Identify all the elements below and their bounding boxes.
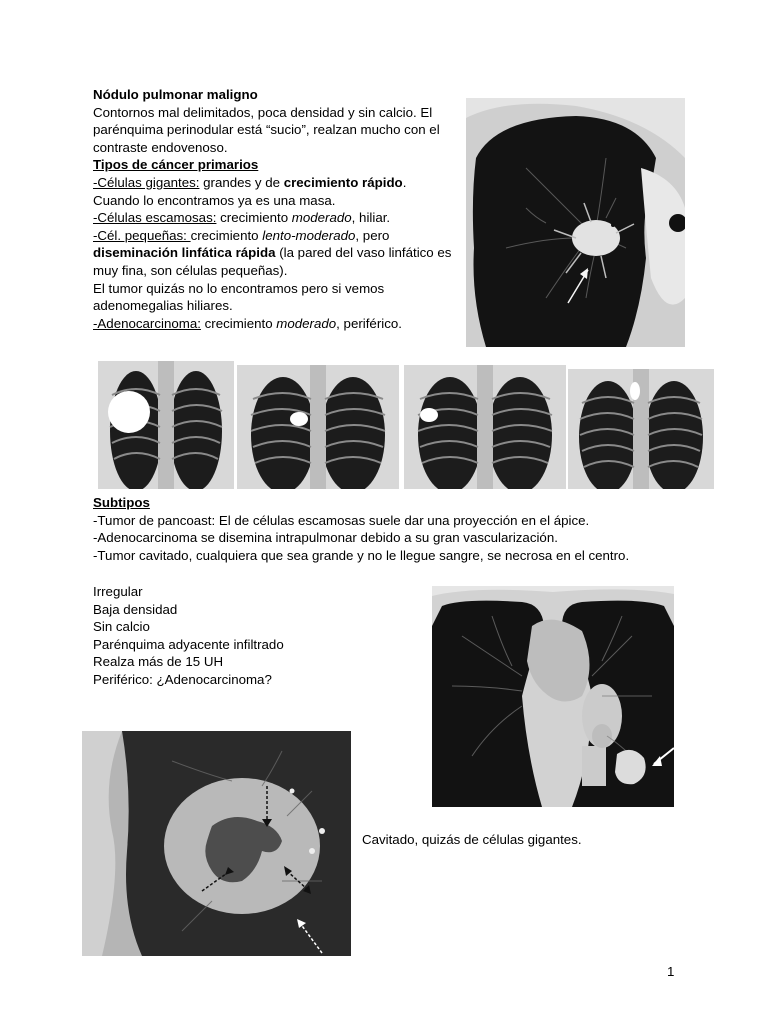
subtype-item: -Tumor cavitado, cualquiera que sea grande y no le llegue sangre, se necrosa en el centro.: [93, 547, 630, 563]
small-cells-line: -Cél. pequeñas: crecimiento lento-moderado, pero diseminación linfática rápida (la pared del vaso linfático es muy fina, son células pequeñas).: [93, 227, 452, 278]
chest-xray-adenocarcinoma: [568, 369, 714, 489]
ct-thorax-image: [432, 586, 674, 807]
chest-xray-small-cells: [404, 365, 566, 489]
feature-item: Baja densidad: [93, 601, 178, 617]
types-heading: Tipos de cáncer primarios: [93, 157, 259, 173]
cavitated-caption: Cavitado, quizás de células gigantes.: [362, 832, 582, 847]
found-mass-line: Cuando lo encontramos ya es una masa.: [93, 192, 336, 208]
feature-item: Periférico: ¿Adenocarcinoma?: [93, 671, 272, 687]
chest-xray-squamous: [237, 365, 399, 489]
section-title: Nódulo pulmonar maligno: [93, 87, 258, 102]
features-list: [93, 583, 393, 689]
subtypes-block: [93, 494, 733, 564]
adenocarcinoma-line: -Adenocarcinoma: crecimiento moderado, periférico.: [93, 315, 402, 331]
intro-text-block: [93, 86, 463, 332]
feature-item: Irregular: [93, 584, 143, 599]
subtypes-heading: Subtipos: [93, 495, 150, 510]
ct-nodule-image: [466, 98, 685, 347]
intro-paragraph: Contornos mal delimitados, poca densidad y sin calcio. El parénquima perinodular está “sucio”, realzan mucho con el contraste endovenoso.: [93, 104, 440, 155]
subtype-item: -Adenocarcinoma se disemina intrapulmonar debido a su gran vascularización.: [93, 530, 558, 546]
chest-xray-giant-cells: [98, 361, 234, 489]
ct-cavitated-image: [82, 731, 351, 956]
feature-item: Parénquima adyacente infiltrado: [93, 636, 284, 652]
tumor-hilar-line: El tumor quizás no lo encontramos pero si vemos adenomegalias hiliares.: [93, 280, 385, 314]
feature-item: Realza más de 15 UH: [93, 654, 224, 670]
feature-item: Sin calcio: [93, 619, 150, 635]
subtype-item: -Tumor de pancoast: El de células escamosas suele dar una proyección en el ápice.: [93, 512, 590, 528]
giant-cells-line: -Células gigantes: grandes y de crecimiento rápido.: [93, 174, 407, 190]
squamous-cells-line: -Células escamosas: crecimiento moderado, hiliar.: [93, 210, 391, 226]
page-number: 1: [667, 964, 675, 979]
